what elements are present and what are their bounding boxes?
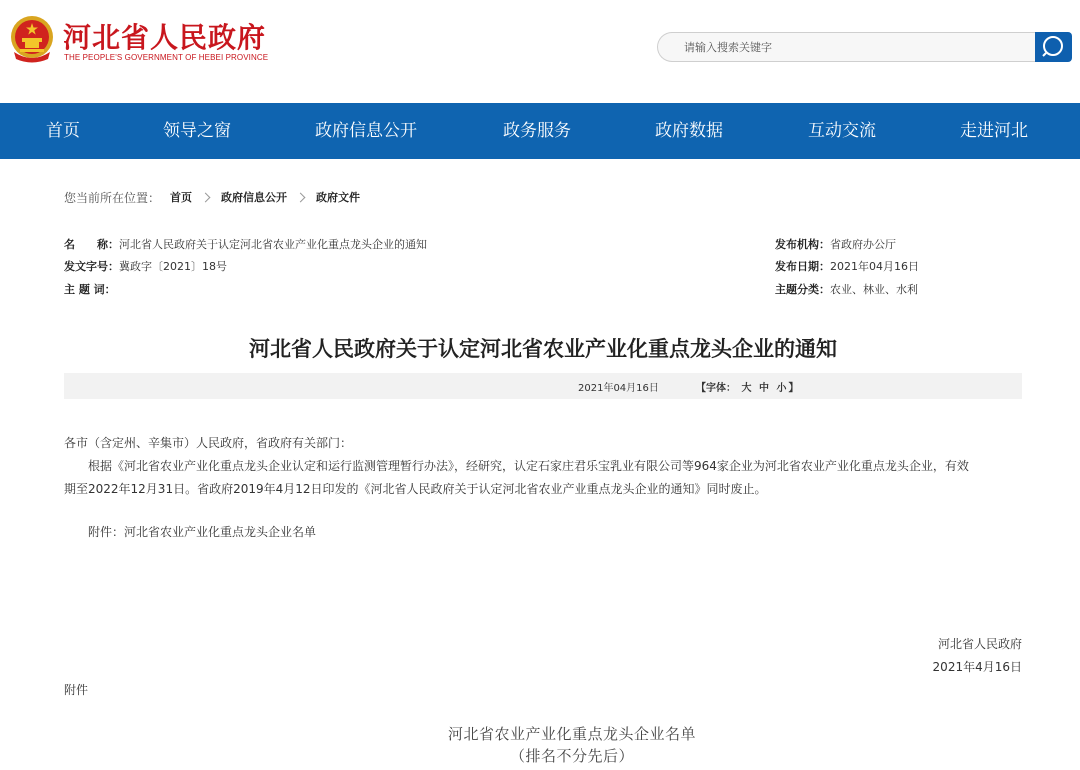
font-size-label: 【字体： xyxy=(696,383,736,394)
font-size-switcher xyxy=(696,379,798,394)
breadcrumb-gov-info[interactable]: 政府信息公开 xyxy=(221,191,288,204)
meta-keywords-label: 主 题 词： xyxy=(64,283,116,296)
list-subtitle: （排名不分先后） xyxy=(509,747,634,765)
font-size-end: 】 xyxy=(788,383,799,394)
paragraph-line: 根据《河北省农业产业化重点龙头企业认定和运行监测管理暂行办法》，经研究，认定石家庄君乐宝乳业有限公司等964家企业为河北省农业产业化重点龙头企业，有效 xyxy=(88,459,969,473)
nav-item-leaders[interactable]: 领导之窗 xyxy=(163,121,231,141)
meta-publisher xyxy=(775,236,896,252)
meta-category xyxy=(775,281,918,297)
search-icon xyxy=(1035,32,1072,62)
meta-doc-no xyxy=(64,258,227,274)
nav-item-gov-info[interactable]: 政府信息公开 xyxy=(315,121,417,141)
chevron-right-icon xyxy=(296,192,306,202)
font-size-large[interactable]: 大 xyxy=(741,383,752,394)
breadcrumb-prefix: 您当前所在位置： xyxy=(64,190,161,205)
site-title[interactable]: 河北省人民政府 xyxy=(63,21,267,54)
attachment-link[interactable]: 附件：河北省农业产业化重点龙头企业名单 xyxy=(88,525,317,539)
sign-date: 2021年4月16日 xyxy=(932,660,1022,674)
breadcrumb-gov-docs[interactable]: 政府文件 xyxy=(316,191,361,204)
search-box xyxy=(657,32,1035,62)
chevron-right-icon xyxy=(201,192,211,202)
meta-doc-no-value: 冀政字〔2021〕18号 xyxy=(119,260,227,273)
meta-doc-no-label: 发文字号： xyxy=(64,260,119,273)
breadcrumb-home[interactable]: 首页 xyxy=(170,191,193,204)
list-title: 河北省农业产业化重点龙头企业名单 xyxy=(447,725,696,743)
meta-publisher-label: 发布机构： xyxy=(775,238,830,251)
meta-name-value: 河北省人民政府关于认定河北省农业产业化重点龙头企业的通知 xyxy=(119,238,427,251)
meta-date-value: 2021年04月16日 xyxy=(830,260,919,273)
appendix-label: 附件 xyxy=(64,683,89,697)
main-nav xyxy=(0,103,1080,159)
nav-item-interaction[interactable]: 互动交流 xyxy=(808,121,876,141)
meta-keywords xyxy=(64,281,116,297)
national-emblem-icon xyxy=(8,14,56,64)
search-button[interactable] xyxy=(1035,32,1072,62)
nav-item-gov-data[interactable]: 政府数据 xyxy=(655,121,723,141)
salutation: 各市（含定州、辛集市）人民政府，省政府有关部门： xyxy=(64,436,353,450)
meta-publisher-value: 省政府办公厅 xyxy=(830,238,896,251)
nav-item-home[interactable]: 首页 xyxy=(46,121,80,141)
meta-date xyxy=(775,258,919,274)
meta-date-label: 发布日期： xyxy=(775,260,830,273)
article-date: 2021年04月16日 xyxy=(578,383,659,394)
font-size-medium[interactable]: 中 xyxy=(758,383,769,394)
font-size-small[interactable]: 小 xyxy=(776,383,787,394)
meta-category-label: 主题分类： xyxy=(775,283,830,296)
meta-category-value: 农业、林业、水利 xyxy=(830,283,918,296)
meta-name-label: 名 称： xyxy=(64,238,119,251)
meta-name xyxy=(64,236,427,252)
article-info-bar xyxy=(64,373,1022,399)
breadcrumb xyxy=(64,187,360,207)
search-input[interactable] xyxy=(684,39,1024,55)
site-header xyxy=(0,0,1080,103)
site-subtitle: THE PEOPLE'S GOVERNMENT OF HEBEI PROVINCE xyxy=(64,53,269,62)
signer: 河北省人民政府 xyxy=(937,637,1022,651)
nav-item-services[interactable]: 政务服务 xyxy=(503,121,571,141)
paragraph-line: 期至2022年12月31日。省政府2019年4月12日印发的《河北省人民政府关于认定河北省农业产业重点龙头企业的通知》同时废止。 xyxy=(64,482,767,496)
article-title: 河北省人民政府关于认定河北省农业产业化重点龙头企业的通知 xyxy=(249,336,837,361)
nav-item-about-hebei[interactable]: 走进河北 xyxy=(960,121,1028,141)
